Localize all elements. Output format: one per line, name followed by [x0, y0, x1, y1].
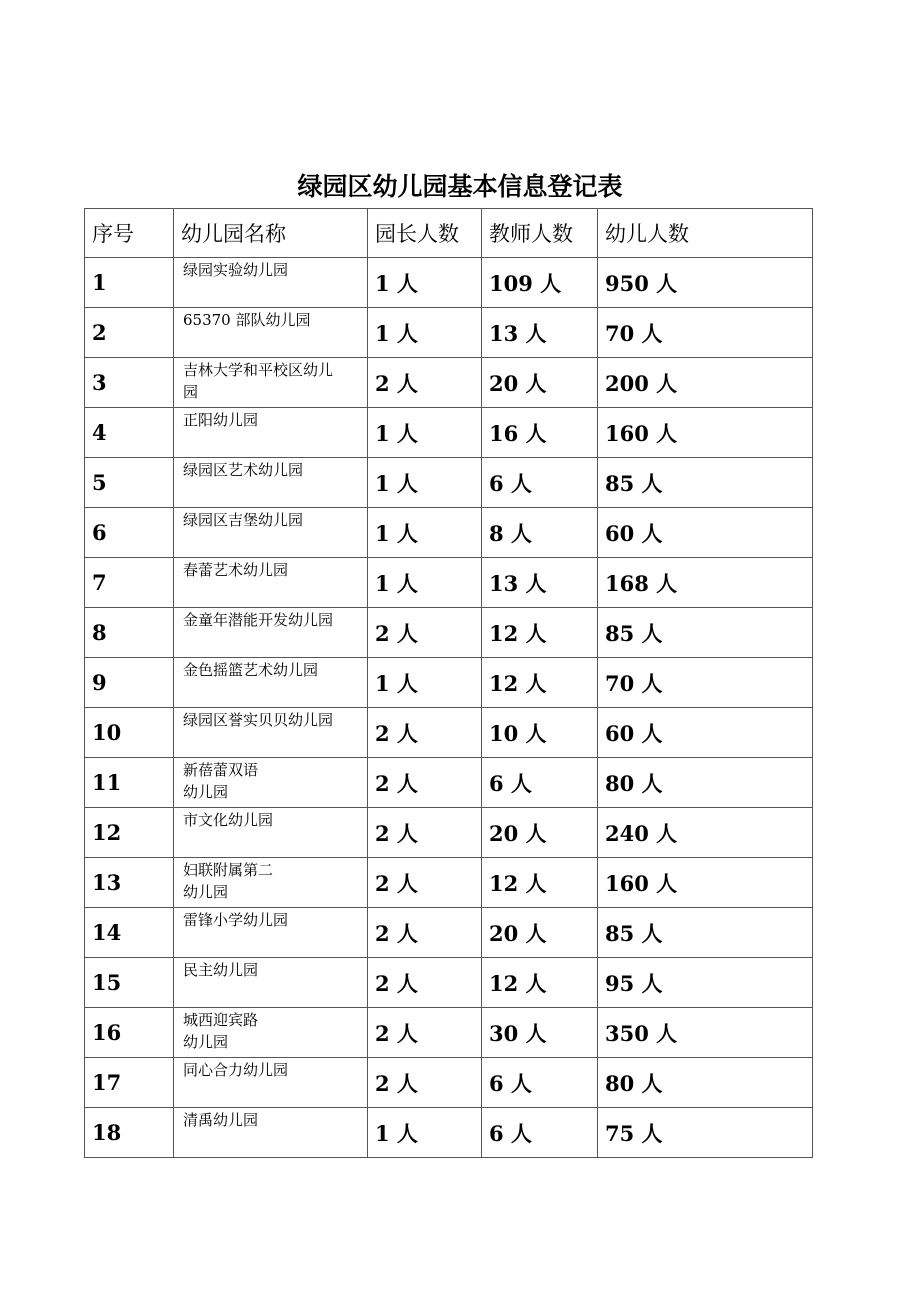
kindergarten-name: 妇联附属第二 幼儿园	[174, 858, 368, 908]
teacher-count: 20 人	[482, 908, 598, 958]
row-index: 14	[85, 908, 174, 958]
table-row	[85, 408, 813, 458]
row-index: 6	[85, 508, 174, 558]
director-count: 1 人	[368, 258, 482, 308]
kindergarten-name: 雷锋小学幼儿园	[174, 908, 368, 958]
table-row	[85, 858, 813, 908]
child-count: 80 人	[598, 758, 813, 808]
row-index: 2	[85, 308, 174, 358]
table-row	[85, 658, 813, 708]
row-index: 17	[85, 1058, 174, 1108]
row-index: 8	[85, 608, 174, 658]
kindergarten-name: 金色摇篮艺术幼儿园	[174, 658, 368, 708]
child-count: 168 人	[598, 558, 813, 608]
table-row	[85, 608, 813, 658]
row-index: 7	[85, 558, 174, 608]
teacher-count: 12 人	[482, 858, 598, 908]
director-count: 2 人	[368, 1058, 482, 1108]
teacher-count: 12 人	[482, 958, 598, 1008]
director-count: 1 人	[368, 508, 482, 558]
teacher-count: 6 人	[482, 758, 598, 808]
teacher-count: 12 人	[482, 658, 598, 708]
table-row	[85, 758, 813, 808]
child-count: 950 人	[598, 258, 813, 308]
table-body	[85, 258, 813, 1158]
table-row	[85, 1108, 813, 1158]
child-count: 160 人	[598, 858, 813, 908]
row-index: 15	[85, 958, 174, 1008]
kindergarten-name: 清禹幼儿园	[174, 1108, 368, 1158]
director-count: 2 人	[368, 808, 482, 858]
row-index: 11	[85, 758, 174, 808]
table-row	[85, 1008, 813, 1058]
teacher-count: 13 人	[482, 558, 598, 608]
teacher-count: 13 人	[482, 308, 598, 358]
table-row	[85, 308, 813, 358]
teacher-count: 16 人	[482, 408, 598, 458]
child-count: 350 人	[598, 1008, 813, 1058]
table-row	[85, 358, 813, 408]
director-count: 1 人	[368, 408, 482, 458]
child-count: 70 人	[598, 658, 813, 708]
child-count: 60 人	[598, 708, 813, 758]
kindergarten-name: 民主幼儿园	[174, 958, 368, 1008]
teacher-count: 30 人	[482, 1008, 598, 1058]
teacher-count: 10 人	[482, 708, 598, 758]
header-directors: 园长人数	[368, 209, 482, 258]
director-count: 2 人	[368, 358, 482, 408]
kindergarten-name: 新蓓蕾双语 幼儿园	[174, 758, 368, 808]
kindergarten-name: 绿园区誉实贝贝幼儿园	[174, 708, 368, 758]
director-count: 2 人	[368, 908, 482, 958]
table-row	[85, 258, 813, 308]
child-count: 80 人	[598, 1058, 813, 1108]
director-count: 1 人	[368, 308, 482, 358]
director-count: 2 人	[368, 958, 482, 1008]
director-count: 2 人	[368, 1008, 482, 1058]
row-index: 5	[85, 458, 174, 508]
kindergarten-name: 吉林大学和平校区幼儿 园	[174, 358, 368, 408]
teacher-count: 109 人	[482, 258, 598, 308]
director-count: 1 人	[368, 558, 482, 608]
teacher-count: 6 人	[482, 1108, 598, 1158]
row-index: 13	[85, 858, 174, 908]
kindergarten-name: 春蕾艺术幼儿园	[174, 558, 368, 608]
header-index: 序号	[85, 209, 174, 258]
teacher-count: 20 人	[482, 358, 598, 408]
row-index: 3	[85, 358, 174, 408]
child-count: 85 人	[598, 458, 813, 508]
kindergarten-table	[84, 208, 813, 1158]
header-name: 幼儿园名称	[174, 209, 368, 258]
child-count: 160 人	[598, 408, 813, 458]
child-count: 240 人	[598, 808, 813, 858]
table-row	[85, 808, 813, 858]
row-index: 9	[85, 658, 174, 708]
table-row	[85, 458, 813, 508]
teacher-count: 12 人	[482, 608, 598, 658]
teacher-count: 20 人	[482, 808, 598, 858]
director-count: 2 人	[368, 708, 482, 758]
kindergarten-name: 绿园实验幼儿园	[174, 258, 368, 308]
director-count: 2 人	[368, 758, 482, 808]
teacher-count: 6 人	[482, 458, 598, 508]
child-count: 200 人	[598, 358, 813, 408]
child-count: 95 人	[598, 958, 813, 1008]
row-index: 10	[85, 708, 174, 758]
kindergarten-name: 绿园区吉堡幼儿园	[174, 508, 368, 558]
table-row	[85, 558, 813, 608]
page-title: 绿园区幼儿园基本信息登记表	[297, 172, 623, 201]
child-count: 75 人	[598, 1108, 813, 1158]
table-header-row	[85, 209, 813, 258]
table-row	[85, 1058, 813, 1108]
child-count: 60 人	[598, 508, 813, 558]
kindergarten-name: 市文化幼儿园	[174, 808, 368, 858]
header-children: 幼儿人数	[598, 209, 813, 258]
kindergarten-name: 金童年潜能开发幼儿园	[174, 608, 368, 658]
child-count: 85 人	[598, 908, 813, 958]
director-count: 2 人	[368, 608, 482, 658]
row-index: 18	[85, 1108, 174, 1158]
kindergarten-name: 绿园区艺术幼儿园	[174, 458, 368, 508]
kindergarten-name: 同心合力幼儿园	[174, 1058, 368, 1108]
kindergarten-name: 城西迎宾路 幼儿园	[174, 1008, 368, 1058]
table-row	[85, 708, 813, 758]
child-count: 85 人	[598, 608, 813, 658]
table-row	[85, 958, 813, 1008]
director-count: 1 人	[368, 458, 482, 508]
header-teachers: 教师人数	[482, 209, 598, 258]
row-index: 4	[85, 408, 174, 458]
director-count: 2 人	[368, 858, 482, 908]
row-index: 1	[85, 258, 174, 308]
director-count: 1 人	[368, 658, 482, 708]
director-count: 1 人	[368, 1108, 482, 1158]
child-count: 70 人	[598, 308, 813, 358]
teacher-count: 6 人	[482, 1058, 598, 1108]
table-row	[85, 508, 813, 558]
kindergarten-name: 正阳幼儿园	[174, 408, 368, 458]
kindergarten-name: 65370 部队幼儿园	[174, 308, 368, 358]
row-index: 12	[85, 808, 174, 858]
teacher-count: 8 人	[482, 508, 598, 558]
row-index: 16	[85, 1008, 174, 1058]
table-row	[85, 908, 813, 958]
